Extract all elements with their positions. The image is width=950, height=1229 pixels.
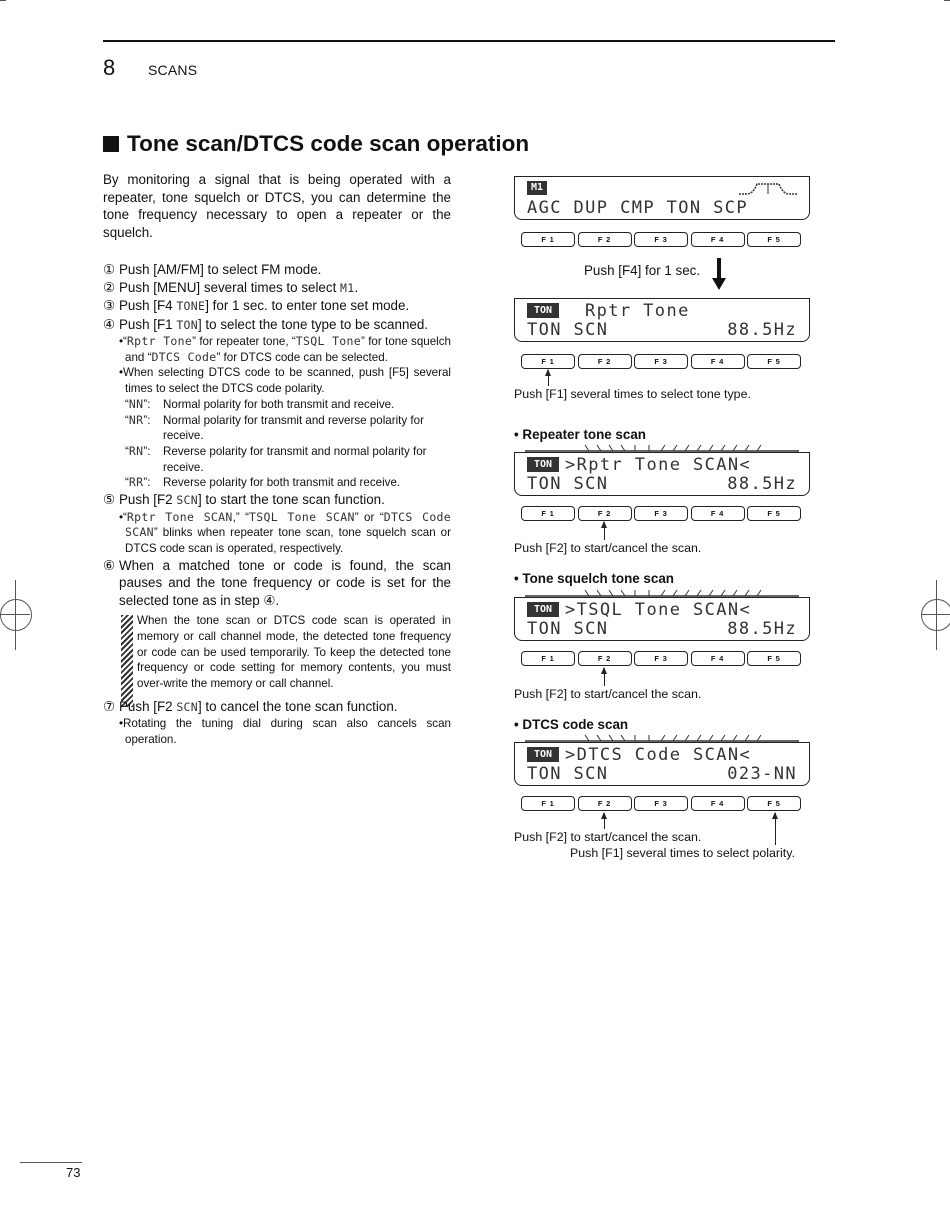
f4-key[interactable]: F 4 bbox=[691, 232, 745, 247]
note-text: When the tone scan or DTCS code scan is operated in memory or call channel mode, the detected tone frequency or code can be used temporarily. To keep the detected tone frequency or code setting for memory contents, you must over-write the memory or call channel. bbox=[137, 614, 451, 690]
step-number: ③ bbox=[103, 298, 116, 313]
ton-icon: TON bbox=[527, 747, 559, 762]
lcd-row: >Rptr Tone SCAN< bbox=[565, 455, 752, 475]
function-keys bbox=[521, 796, 801, 812]
note-block bbox=[103, 613, 451, 692]
registration-line bbox=[15, 580, 16, 650]
step-3 bbox=[103, 297, 451, 316]
bullet: •“ bbox=[119, 335, 127, 348]
step-text: Push [F2 bbox=[119, 492, 177, 508]
repeater-scan-heading: • Repeater tone scan bbox=[514, 427, 646, 442]
chapter-number: 8 bbox=[103, 55, 116, 80]
lcd-row: >DTCS Code SCAN< bbox=[565, 745, 752, 765]
step-4 bbox=[103, 316, 451, 335]
crop-line bbox=[944, 0, 950, 1]
lcd-label: TSQL Tone bbox=[295, 334, 361, 348]
lcd-row: TON SCN bbox=[527, 320, 609, 340]
tsql-scan-heading: • Tone squelch tone scan bbox=[514, 571, 674, 586]
step-text: Push [F1 bbox=[119, 316, 177, 332]
lcd-label: TON bbox=[176, 317, 198, 332]
lcd-value: 88.5Hz bbox=[727, 619, 797, 639]
step-number: ⑦ bbox=[103, 698, 116, 714]
f5-key[interactable]: F 5 bbox=[747, 506, 801, 521]
note-hatch-icon bbox=[121, 615, 133, 707]
f5-key[interactable]: F 5 bbox=[747, 232, 801, 247]
f1-key[interactable]: F 1 bbox=[521, 354, 575, 369]
lcd-value: 023-NN bbox=[727, 764, 797, 784]
bullet: •“ bbox=[119, 510, 127, 524]
ton-icon: TON bbox=[527, 457, 559, 472]
step-text: ] to start the tone scan function. bbox=[197, 492, 385, 508]
polarity-item: “NN”: Normal polarity for both transmit and receive. bbox=[125, 396, 395, 411]
step-text: When a matched tone or code is found, the scan pauses and the tone frequency or code is set for the selected tone as in step ④. bbox=[119, 557, 451, 608]
polarity-item: “RR”: Reverse polarity for both transmit and receive. bbox=[125, 475, 401, 490]
registration-mark-left bbox=[0, 599, 32, 631]
lcd-value: 88.5Hz bbox=[727, 474, 797, 494]
function-keys bbox=[521, 651, 801, 667]
f3-key[interactable]: F 3 bbox=[634, 651, 688, 666]
step-text: . bbox=[354, 279, 359, 295]
footer-rule bbox=[20, 1162, 82, 1163]
caption-tsql: Push [F2] to start/cancel the scan. bbox=[514, 687, 702, 701]
step-number: ④ bbox=[103, 316, 116, 332]
m1-icon: M1 bbox=[527, 181, 547, 195]
lcd-label: M1 bbox=[340, 280, 355, 295]
step-text: ] to select the tone type to be scanned. bbox=[197, 316, 429, 332]
lcd-value: 88.5Hz bbox=[727, 320, 797, 340]
step-5-bullet bbox=[103, 510, 451, 557]
ton-icon: TON bbox=[527, 602, 559, 617]
arrow-f2 bbox=[604, 522, 605, 540]
polarity-desc: Normal polarity for both transmit and receive. bbox=[163, 397, 395, 411]
step-text: Push [AM/FM] to select FM mode. bbox=[119, 262, 322, 277]
square-bullet-icon bbox=[103, 136, 119, 152]
step-text: Push [F4 bbox=[119, 298, 177, 313]
caption-dtcs-polarity: Push [F1] several times to select polarity. bbox=[570, 846, 795, 860]
caption-repeater: Push [F2] to start/cancel the scan. bbox=[514, 541, 702, 555]
f2-key[interactable]: F 2 bbox=[578, 651, 632, 666]
lcd-display-tsql bbox=[514, 597, 810, 641]
step-2 bbox=[103, 279, 451, 298]
dtcs-scan-heading: • DTCS code scan bbox=[514, 717, 629, 732]
lcd-label: DTCS Code SCAN bbox=[125, 509, 451, 540]
arrow-f2 bbox=[604, 813, 605, 829]
blink-marks bbox=[525, 443, 799, 453]
f5-key[interactable]: F 5 bbox=[747, 651, 801, 666]
f5-key[interactable]: F 5 bbox=[747, 354, 801, 369]
lcd-display-repeater bbox=[514, 452, 810, 496]
f2-key[interactable]: F 2 bbox=[578, 354, 632, 369]
f1-key[interactable]: F 1 bbox=[521, 796, 575, 811]
polarity-desc: Reverse polarity for both transmit and receive. bbox=[163, 476, 401, 490]
section-title-text: Tone scan/DTCS code scan operation bbox=[127, 131, 530, 156]
f5-key[interactable]: F 5 bbox=[747, 796, 801, 811]
section-title bbox=[103, 131, 529, 157]
lcd-display-tone bbox=[514, 298, 810, 342]
polarity-code: NR bbox=[128, 412, 144, 427]
f3-key[interactable]: F 3 bbox=[634, 232, 688, 247]
lcd-row: Rptr Tone bbox=[585, 301, 690, 321]
f4-key[interactable]: F 4 bbox=[691, 506, 745, 521]
lcd-label: DTCS Code bbox=[151, 349, 217, 364]
crop-line bbox=[0, 0, 6, 1]
step-4-bullet-2: •When selecting DTCS code to be scanned, push [F5] several times to select the DTCS code polarity. bbox=[119, 366, 451, 396]
bullet-text: ” for tone squelch and “ bbox=[125, 335, 451, 364]
step-text: Push [MENU] several times to select bbox=[119, 279, 341, 295]
f2-key[interactable]: F 2 bbox=[578, 506, 632, 521]
bullet-text: ,” “ bbox=[232, 510, 250, 524]
f4-key[interactable]: F 4 bbox=[691, 354, 745, 369]
lcd-display-menu bbox=[514, 176, 810, 220]
lcd-row: TON SCN bbox=[527, 474, 609, 494]
step-number: ⑥ bbox=[103, 557, 116, 573]
blink-marks bbox=[525, 588, 799, 598]
bullet-text: ” blinks when repeater tone scan, tone squelch scan or DTCS code scan is operated, respectively. bbox=[125, 526, 451, 555]
page-number: 73 bbox=[66, 1165, 81, 1180]
lcd-label: Rptr Tone SCAN bbox=[126, 509, 233, 524]
arrow-f5 bbox=[775, 813, 776, 845]
bullet-text: ” for DTCS code can be selected. bbox=[216, 350, 388, 364]
blink-marks bbox=[525, 733, 799, 743]
lcd-row: TON SCN bbox=[527, 619, 609, 639]
step-6 bbox=[103, 557, 451, 610]
bullet-text: ” or “ bbox=[354, 510, 384, 524]
push-f4-caption: Push [F4] for 1 sec. bbox=[584, 263, 701, 278]
lcd-label: Rptr Tone bbox=[126, 334, 193, 348]
lcd-label: TSQL Tone SCAN bbox=[249, 509, 355, 524]
bullet-text: ” for repeater tone, “ bbox=[192, 335, 296, 348]
bell-curve-icon bbox=[739, 181, 797, 195]
step-7-bullet: •Rotating the tuning dial during scan also cancels scan operation. bbox=[119, 717, 451, 746]
chapter-title: SCANS bbox=[148, 62, 198, 78]
caption-f1: Push [F1] several times to select tone type. bbox=[514, 387, 751, 401]
down-arrow-icon bbox=[712, 258, 726, 290]
polarity-item: “RN”: Reverse polarity for transmit and normal polarity for receive. bbox=[125, 443, 427, 474]
left-column bbox=[103, 171, 451, 748]
step-number: ① bbox=[103, 262, 116, 277]
arrow-f2 bbox=[604, 668, 605, 686]
polarity-code: NN bbox=[128, 396, 144, 411]
polarity-code: RR bbox=[128, 475, 144, 490]
lcd-label: TONE bbox=[176, 299, 206, 313]
lcd-display-dtcs bbox=[514, 742, 810, 786]
function-keys bbox=[521, 506, 801, 522]
step-number: ② bbox=[103, 279, 116, 295]
f3-key[interactable]: F 3 bbox=[634, 796, 688, 811]
registration-line bbox=[936, 580, 937, 650]
step-7 bbox=[103, 698, 451, 717]
step-text: ] for 1 sec. to enter tone set mode. bbox=[205, 298, 410, 313]
arrow-f1 bbox=[548, 370, 549, 386]
function-keys bbox=[521, 354, 801, 370]
polarity-desc: Reverse polarity for transmit and normal polarity for receive. bbox=[163, 444, 427, 474]
f3-key[interactable]: F 3 bbox=[634, 354, 688, 369]
step-text: ] to cancel the tone scan function. bbox=[197, 698, 398, 714]
intro-paragraph: By monitoring a signal that is being operated with a repeater, tone squelch or DTCS, you can determine the tone frequency necessary to open a repeater or the squelch. bbox=[103, 172, 451, 240]
lcd-label: SCN bbox=[176, 493, 198, 508]
step-number: ⑤ bbox=[103, 492, 116, 508]
polarity-desc: Normal polarity for transmit and reverse polarity for receive. bbox=[163, 413, 424, 443]
f2-key[interactable]: F 2 bbox=[578, 796, 632, 811]
f1-key[interactable]: F 1 bbox=[521, 232, 575, 247]
f3-key[interactable]: F 3 bbox=[634, 506, 688, 521]
step-text: Push [F2 bbox=[119, 698, 177, 714]
f1-key[interactable]: F 1 bbox=[521, 506, 575, 521]
f4-key[interactable]: F 4 bbox=[691, 796, 745, 811]
step-1 bbox=[103, 261, 451, 279]
f2-key[interactable]: F 2 bbox=[578, 232, 632, 247]
step-4-bullet-1 bbox=[103, 334, 451, 365]
ton-icon: TON bbox=[527, 303, 559, 318]
polarity-code: RN bbox=[128, 443, 144, 458]
lcd-row: AGC DUP CMP TON SCP bbox=[527, 198, 749, 218]
header-rule bbox=[103, 40, 835, 42]
function-keys bbox=[521, 232, 801, 248]
step-5 bbox=[103, 491, 451, 510]
f4-key[interactable]: F 4 bbox=[691, 651, 745, 666]
polarity-item: “NR”: Normal polarity for transmit and reverse polarity for receive. bbox=[125, 412, 424, 443]
lcd-row: TON SCN bbox=[527, 764, 609, 784]
lcd-label: SCN bbox=[176, 699, 198, 714]
lcd-row: >TSQL Tone SCAN< bbox=[565, 600, 752, 620]
f1-key[interactable]: F 1 bbox=[521, 651, 575, 666]
caption-dtcs: Push [F2] to start/cancel the scan. bbox=[514, 830, 702, 844]
